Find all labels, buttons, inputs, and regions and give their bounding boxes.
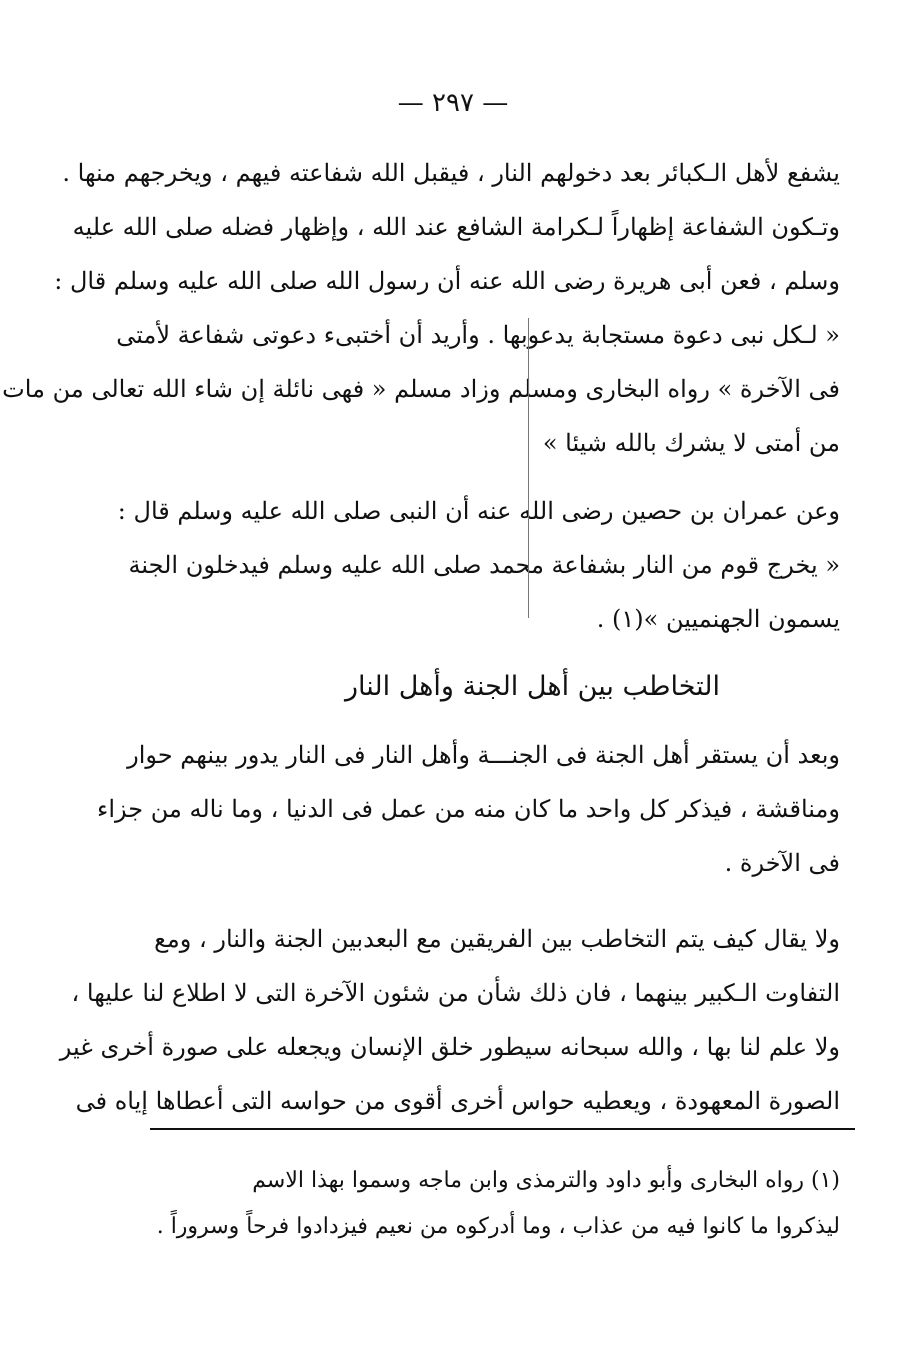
hadith-quote-line: فى الآخرة » رواه البخارى ومسلم وزاد مسلم « فهى نائلة إن شاء الله تعالى من مات [2, 375, 840, 403]
footnotes [150, 1158, 840, 1250]
body-line: وتـكون الشفاعة إظهاراً لـكرامة الشافع عند الله ، وإظهار فضله صلى الله عليه [72, 213, 840, 241]
body-line: وبعد أن يستقر أهل الجنة فى الجنـــة وأهل النار فى النار يدور بينهم حوار [127, 741, 840, 769]
body-text [2, 146, 840, 1128]
page-fold-line [528, 318, 529, 618]
body-line: ولا يقال كيف يتم التخاطب بين الفريقين مع البعدبين الجنة والنار ، ومع [154, 925, 840, 953]
hadith-quote-line: يسمون الجهنميين »(١) . [596, 605, 840, 633]
hadith-quote-line: من أمتى لا يشرك بالله شيئا » [542, 429, 840, 457]
footnote-separator [150, 1128, 855, 1130]
body-line: وعن عمران بن حصين رضى الله عنه أن النبى صلى الله عليه وسلم قال : [117, 497, 840, 525]
body-line: وسلم ، فعن أبى هريرة رضى الله عنه أن رسول الله صلى الله عليه وسلم قال : [54, 267, 840, 295]
body-line: ولا علم لنا بها ، والله سبحانه سيطور خلق الإنسان ويجعله على صورة أخرى غير [59, 1033, 840, 1061]
hadith-quote-line: « لـكل نبى دعوة مستجابة يدعوبها . وأريد أن أختبىء دعوتى شفاعة لأمتى [116, 321, 840, 349]
body-line: الصورة المعهودة ، ويعطيه حواس أخرى أقوى من حواسه التى أعطاها إياه فى [75, 1087, 840, 1115]
body-line: فى الآخرة . [724, 849, 840, 877]
footnote-line: (١) رواه البخارى وأبو داود والترمذى وابن ماجه وسموا بهذا الاسم [252, 1168, 840, 1193]
body-line: ومناقشة ، فيذكر كل واحد ما كان منه من عمل فى الدنيا ، وما ناله من جزاء [97, 795, 840, 823]
footnote-line: ليذكروا ما كانوا فيه من عذاب ، وما أدركوه من نعيم فيزدادوا فرحاً وسروراً . [156, 1214, 840, 1239]
body-line: يشفع لأهل الـكبائر بعد دخولهم النار ، فيقبل الله شفاعته فيهم ، ويخرجهم منها . [62, 159, 840, 187]
page-number: — ٢٩٧ — [397, 88, 509, 118]
section-heading: التخاطب بين أهل الجنة وأهل النار [345, 671, 720, 702]
hadith-quote-line: « يخرج قوم من النار بشفاعة محمد صلى الله عليه وسلم فيدخلون الجنة [128, 551, 840, 579]
body-line: التفاوت الـكبير بينهما ، فان ذلك شأن من شئون الآخرة التى لا اطلاع لنا عليها ، [71, 979, 840, 1007]
